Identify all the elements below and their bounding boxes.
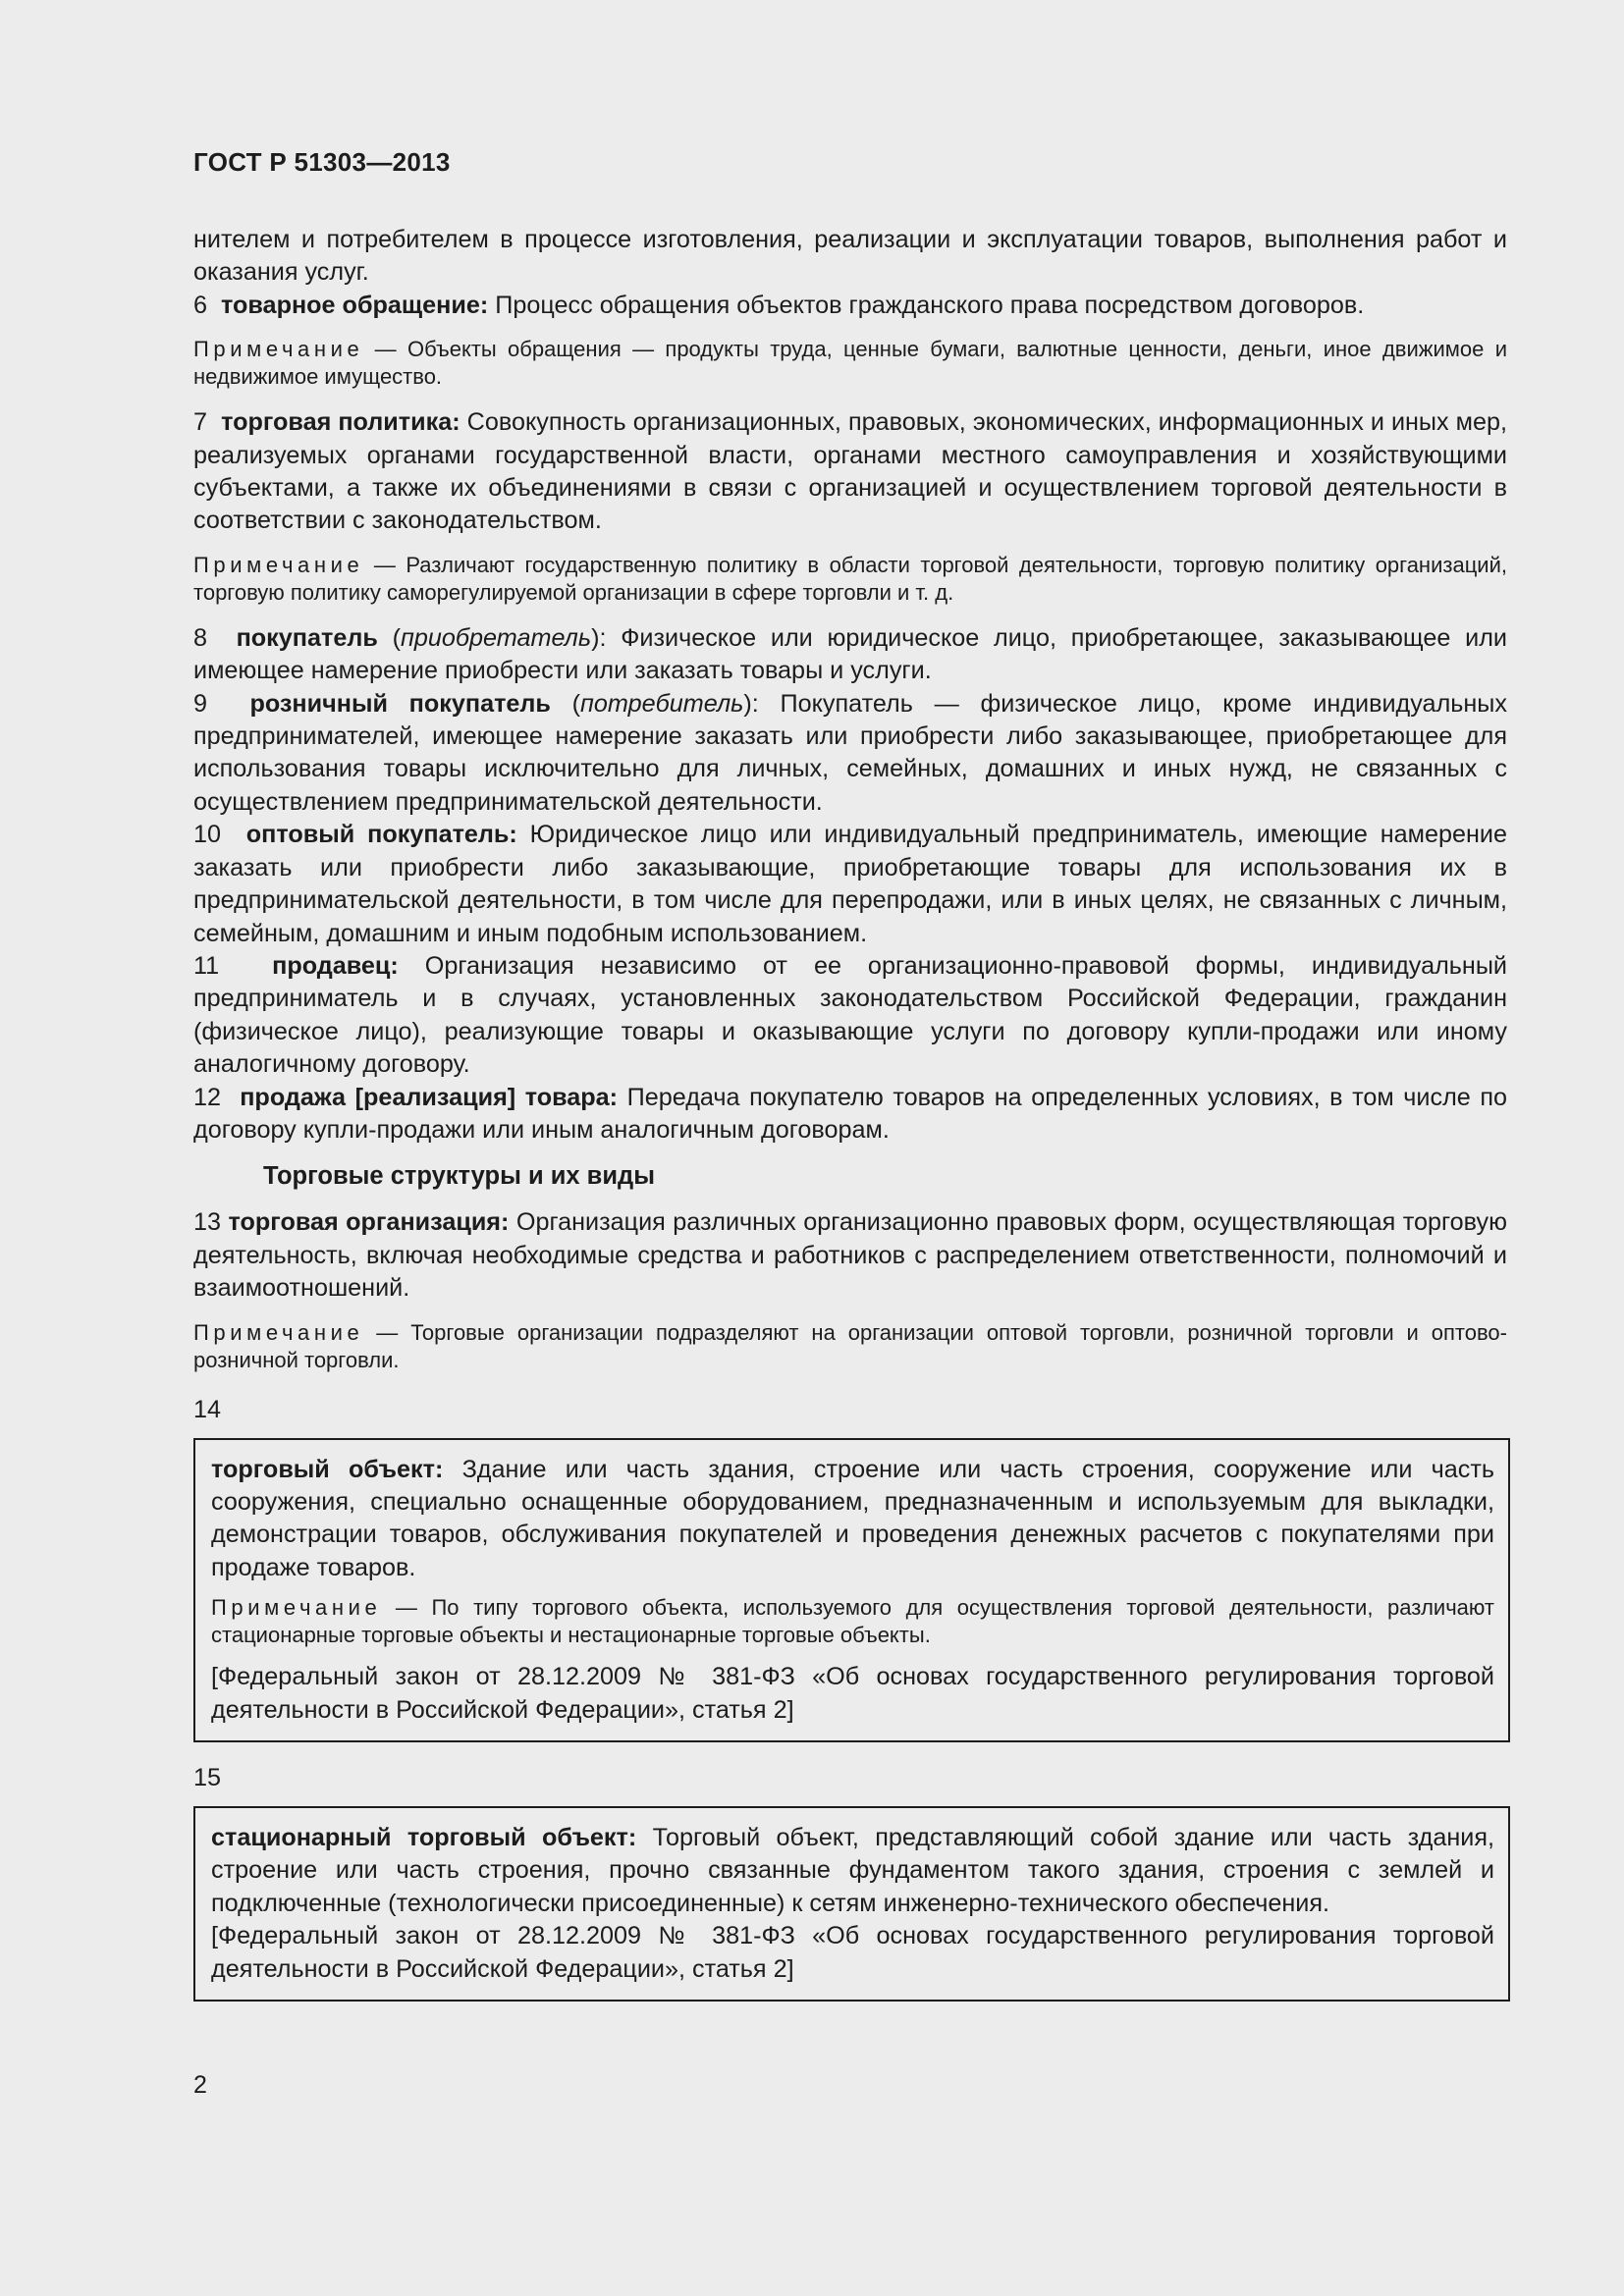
section-title: Торговые структуры и их виды [263, 1162, 655, 1191]
term-definition: Торговый объект, представляющий собой здание или часть здания, строение или часть строения, прочно связанные фундаментом такого здания, строения с землей и подключенные (технологически присоединенные) к сетям инженерно-технического обеспечения. [211, 1824, 1494, 1917]
term-number: 10 [193, 821, 222, 849]
continuation-paragraph: нителем и потребителем в процессе изготовления, реализации и эксплуатации товаров, выполнения работ и оказания услуг. [193, 226, 1507, 287]
term-title: торговый объект: [211, 1455, 444, 1483]
term-number: 6 [193, 291, 208, 319]
term-15-number: 15 [193, 1764, 222, 1791]
note-label: Примечание [193, 337, 364, 362]
note-3 [193, 1319, 1507, 1374]
note-label: Примечание [193, 1319, 364, 1345]
term-title: продавец: [272, 951, 399, 980]
term-14-reference: [Федеральный закон от 28.12.2009 № 381-ФЗ «Об основах государственного регулирования торговой деятельности в Российской Федерации», статья 2] [211, 1663, 1494, 1724]
document-header: ГОСТ Р 51303—2013 [193, 147, 451, 177]
term-number: 12 [193, 1083, 222, 1111]
term-number: 8 [193, 623, 208, 652]
term-definition: Организация независимо от ее организационно-правовой формы, индивидуальный предприниматель и в случаях, установленных законодательством Российской Федерации, гражданин (физическое лицо), реализующие товары и оказывающие услуги по договору купли-продажи или иному аналогичному договору. [193, 951, 1507, 1079]
note-label: Примечание [193, 552, 364, 577]
term-synonym: потребитель [580, 689, 744, 718]
term-number: 13 [193, 1208, 222, 1237]
term-11 [193, 950, 1507, 1082]
term-13 [193, 1206, 1507, 1305]
term-14-box [193, 1438, 1510, 1742]
term-6 [193, 290, 1507, 322]
note-1 [193, 336, 1507, 391]
term-15 [211, 1822, 1494, 1920]
term-number: 11 [193, 951, 220, 980]
term-title: продажа [реализация] товара: [240, 1083, 619, 1111]
term-title: торговая организация: [228, 1208, 510, 1237]
term-12 [193, 1082, 1507, 1148]
term-14-note [211, 1594, 1494, 1649]
term-15-reference: [Федеральный закон от 28.12.2009 № 381-ФЗ «Об основах государственного регулирования торговой деятельности в Российской Федерации», статья 2] [211, 1922, 1494, 1983]
term-synonym: приобретатель [400, 623, 592, 652]
term-number: 7 [193, 408, 208, 437]
term-9 [193, 688, 1507, 820]
document-body [193, 224, 1507, 2002]
term-definition: ): Покупатель — физическое лицо, кроме индивидуальных предпринимателей, имеющее намерение заказать или приобрести либо заказывающее, приобретающее для использования товары исключительно для личных, семейных, домашних и иных нужд, не связанных с осуществлением предпринимательской деятельности. [193, 689, 1507, 816]
term-8 [193, 622, 1507, 688]
note-text: — Объекты обращения — продукты труда, ценные бумаги, валютные ценности, деньги, иное движимое и недвижимое имущество. [193, 337, 1507, 390]
term-7 [193, 406, 1507, 538]
term-paren-open: ( [550, 689, 581, 718]
note-label: Примечание [211, 1595, 382, 1621]
term-definition: Юридическое лицо или индивидуальный предприниматель, имеющие намерение заказать или приобрести либо заказывающие, приобретающие товары для использования их в предпринимательской деятельности, в том числе для перепродажи, или в иных целях, не связанных с личным, семейным, домашним и иным подобным использованием. [193, 821, 1507, 947]
term-definition: Организация различных организационно правовых форм, осуществляющая торговую деятельность, включая необходимые средства и работников с распределением ответственности, полномочий и взаимоотношений. [193, 1208, 1507, 1303]
term-definition: Совокупность организационных, правовых, экономических, информационных и иных мер, реализуемых органами государственной власти, органами местного самоуправления и хозяйствующими субъектами, а также их объединениями в связи с организацией и осуществлением торговой деятельности в соответствии с законодательством. [193, 408, 1508, 535]
term-title: стационарный торговый объект: [211, 1824, 637, 1851]
term-definition: Процесс обращения объектов гражданского права посредством договоров. [488, 291, 1365, 319]
term-14-number: 14 [193, 1395, 222, 1423]
note-2 [193, 552, 1507, 607]
term-number: 9 [193, 689, 208, 718]
term-title: товарное обращение: [221, 291, 489, 319]
term-title: оптовый покупатель: [245, 821, 517, 849]
term-title: торговая политика: [221, 408, 460, 437]
note-text: — Торговые организации подразделяют на организации оптовой торговли, розничной торговли и оптово-розничной торговли. [193, 1319, 1507, 1372]
term-definition: Здание или часть здания, строение или часть строения, сооружение или часть сооружения, специально оснащенные оборудованием, предназначенным и используемым для выкладки, демонстрации товаров, обслуживания покупателей и проведения денежных расчетов с покупателями при продаже товаров. [211, 1455, 1494, 1581]
page-number: 2 [193, 2071, 207, 2099]
note-text: — Различают государственную политику в области торговой деятельности, торговую политику организаций, торговую политику саморегулируемой организации в сфере торговли и т. д. [193, 552, 1507, 605]
term-paren-open: ( [377, 623, 401, 652]
term-14 [211, 1454, 1494, 1585]
term-title: розничный покупатель [249, 689, 551, 718]
term-title: покупатель [236, 623, 378, 652]
term-definition: ): Физическое или юридическое лицо, приобретающее, заказывающее или имеющее намерение приобрести или заказать товары и услуги. [193, 623, 1507, 685]
term-definition: Передача покупателю товаров на определенных условиях, в том числе по договору купли-продажи или иным аналогичным договорам. [193, 1083, 1508, 1144]
note-text: — По типу торгового объекта, используемого для осуществления торговой деятельности, различают стационарные торговые объекты и нестационарные торговые объекты. [211, 1595, 1494, 1648]
term-15-box [193, 1806, 1510, 2002]
term-10 [193, 819, 1507, 950]
